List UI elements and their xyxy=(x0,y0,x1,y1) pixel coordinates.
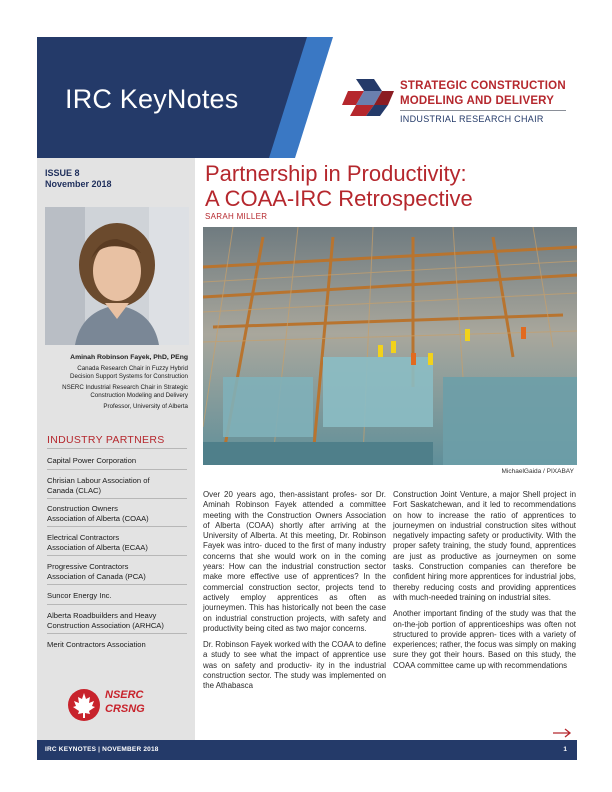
article-paragraph: Another important finding of the study was that the on-the-job portion of apprenticeships was often not structured to provide appren- tices with a variety of experiences; rather, the focus was simply on making sure they got their hours. Based on this study, the COAA committee came up with recommendations xyxy=(393,609,577,670)
partners-divider xyxy=(47,584,187,585)
partners-divider xyxy=(47,448,187,449)
partners-divider xyxy=(47,498,187,499)
construction-photo-image xyxy=(203,227,577,465)
partner-item: Suncor Energy Inc. xyxy=(47,591,112,600)
article-column-left xyxy=(203,490,386,698)
logo-title-line1: STRATEGIC CONSTRUCTION xyxy=(400,80,566,92)
logo-divider xyxy=(400,110,566,111)
footer-text: IRC KEYNOTES | NOVEMBER 2018 xyxy=(45,746,159,753)
article-title: A COAA-IRC Retrospective xyxy=(205,186,473,211)
partner-item: Merit Contractors Association xyxy=(47,640,146,649)
masthead xyxy=(37,37,577,158)
sidebar xyxy=(37,158,195,740)
partners-divider xyxy=(47,633,187,634)
author-name: Aminah Robinson Fayek, PhD, PEng xyxy=(70,354,188,361)
construction-site-photo xyxy=(203,227,577,465)
nserc-text: NSERC xyxy=(105,689,144,701)
partner-item: Construction Owners Association of Alberta (COAA) xyxy=(47,504,149,523)
article-paragraph: Construction Joint Venture, a major Shell project in Fort Saskatchewan, and it led to recommendations on how to increase the ratio of apprentices to journeymen on industrial construction sites without negatively impacting safety or productivity. With the proper safety training, the study found, apprentices are just as productive as journeymen on some tasks. Construction companies can therefore be confident hiring more apprentices for industrial jobs, thereby reducing costs and providing apprentices with much-needed training on industrial sites. xyxy=(393,490,577,602)
crsng-text: CRSNG xyxy=(105,703,145,715)
author-affiliation: Canada Research Chair in Fuzzy Hybrid xyxy=(77,365,188,372)
hexagon-cube-icon xyxy=(342,77,394,117)
author-portrait xyxy=(45,207,189,345)
partner-item: Progressive Contractors Association of Canada (PCA) xyxy=(47,562,146,581)
partner-item: Alberta Roadbuilders and Heavy Construction Association (ARHCA) xyxy=(47,611,164,630)
partners-divider xyxy=(47,604,187,605)
partner-item: Electrical Contractors Association of Alberta (ECAA) xyxy=(47,533,148,552)
logo-title-line2: MODELING AND DELIVERY xyxy=(400,95,555,107)
newsletter-page xyxy=(37,37,577,760)
portrait-image xyxy=(45,207,189,345)
author-affiliation: Decision Support Systems for Construction xyxy=(70,373,188,380)
logo-subtitle: INDUSTRIAL RESEARCH CHAIR xyxy=(400,114,544,124)
article-paragraph: Dr. Robinson Fayek worked with the COAA to define a study to see what the impact of apprentice use was on safety and productiv- ity in the industrial construction sector. The study was implemented on the Athabasca xyxy=(203,640,387,691)
page-number: 1 xyxy=(563,746,567,753)
author-affiliation: NSERC Industrial Research Chair in Strategic xyxy=(62,384,188,391)
author-affiliation: Professor, University of Alberta xyxy=(103,403,188,410)
newsletter-title: IRC KeyNotes xyxy=(65,84,239,114)
article-column-right xyxy=(393,490,576,677)
article-paragraph: Over 20 years ago, then-assistant profes- sor Dr. Aminah Robinson Fayek attended a committee meeting with the Construction Owners Association of Alberta (COAA) shortly after arriving at the University of Alberta. At this meeting, Dr. Robinson Fayek was intro- duced to the first of many industry concerns that she would work on in the coming years: How can the industrial construction sector make more effective use of apprentices? In the commercial construction sector, projects tend to actively employ apprentices as often as journeymen. This has historically not been the case on industrial construction projects, with safety and productivity being cited as two major concerns. xyxy=(203,490,387,633)
partners-divider xyxy=(47,526,187,527)
page-footer xyxy=(37,740,577,760)
continue-arrow-icon[interactable] xyxy=(553,728,573,738)
partners-divider xyxy=(47,469,187,470)
article-byline: SARAH MILLER xyxy=(205,212,268,221)
photo-credit: MichaelGaida / PIXABAY xyxy=(501,468,574,475)
issue-date: November 2018 xyxy=(45,179,112,189)
issue-number: ISSUE 8 xyxy=(45,168,80,178)
partners-divider xyxy=(47,555,187,556)
partner-item: Capital Power Corporation xyxy=(47,456,137,465)
partners-heading: INDUSTRY PARTNERS xyxy=(47,434,165,446)
article-title: Partnership in Productivity: xyxy=(205,161,467,186)
partner-item: Chrisian Labour Association of Canada (CLAC) xyxy=(47,476,150,495)
author-affiliation: Construction Modeling and Delivery xyxy=(90,392,188,399)
nserc-logo xyxy=(67,688,147,728)
scmd-logo xyxy=(342,71,572,131)
maple-leaf-icon xyxy=(67,688,101,722)
